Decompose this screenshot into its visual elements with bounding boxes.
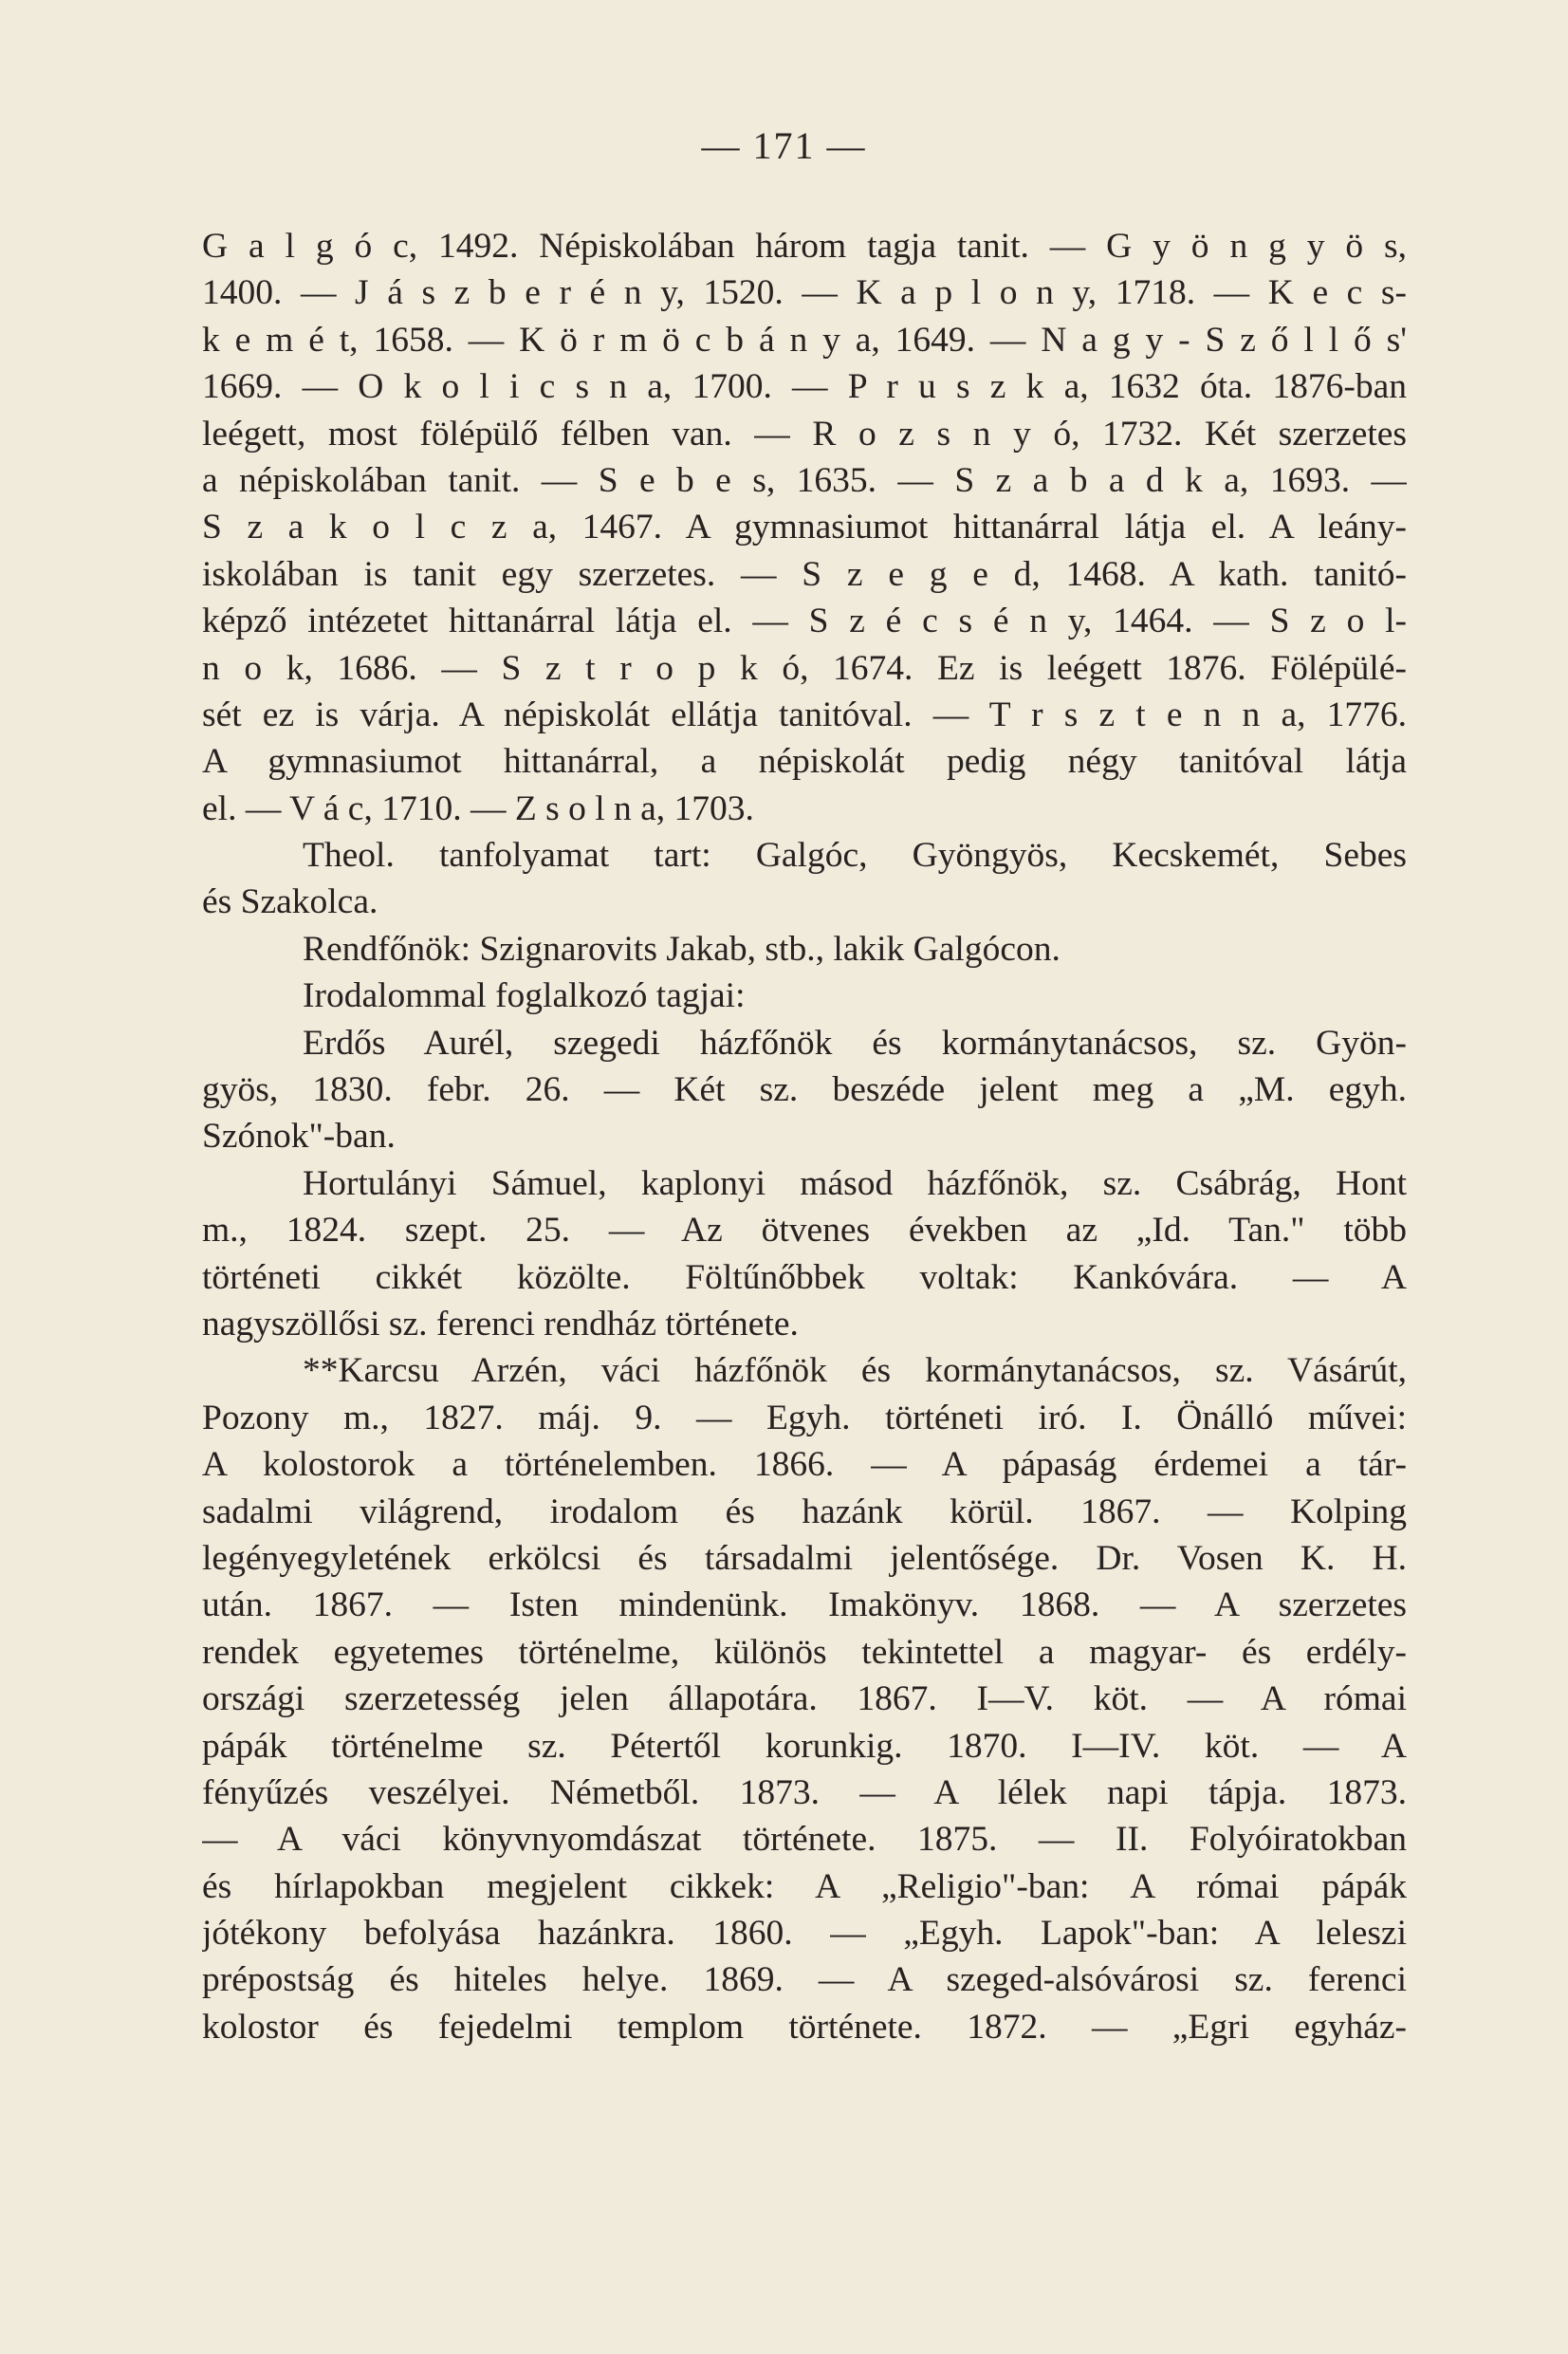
text-line: Pozony m., 1827. máj. 9. — Egyh. történeti iró. I. Önálló művei:	[202, 1398, 1407, 1437]
text-line: fényűzés veszélyei. Németből. 1873. — A lélek napi tápja. 1873.	[202, 1772, 1407, 1812]
text-line: el. — V á c, 1710. — Z s o l n a, 1703.	[202, 788, 754, 828]
text-line: pápák történelme sz. Pétertől korunkig. 1870. I—IV. köt. — A	[202, 1726, 1407, 1766]
text-line: után. 1867. — Isten mindenünk. Imakönyv. 1868. — A szerzetes	[202, 1585, 1407, 1625]
text-line: G a l g ó c, 1492. Népiskolában három tagja tanit. — G y ö n g y ö s,	[202, 227, 1407, 266]
text-line: Hortulányi Sámuel, kaplonyi másod házfőnök, sz. Csábrág, Hont	[303, 1163, 1407, 1203]
text-line: kolostor és fejedelmi templom története. 1872. — „Egri egyház-	[202, 2007, 1407, 2047]
text-line: A gymnasiumot hittanárral, a népiskolát pedig négy tanitóval látja	[202, 742, 1407, 782]
text-line: n o k, 1686. — S z t r o p k ó, 1674. Ez is leégett 1876. Fölépülé-	[202, 648, 1407, 688]
text-line: — A váci könyvnyomdászat története. 1875. — II. Folyóiratokban	[202, 1820, 1407, 1860]
text-line: országi szerzetesség jelen állapotára. 1867. I—V. köt. — A római	[202, 1679, 1407, 1719]
body-text	[202, 223, 1407, 2050]
text-line: rendek egyetemes történelme, különös tekintettel a magyar- és erdély-	[202, 1632, 1407, 1672]
text-line: képző intézetet hittanárral látja el. — S z é c s é n y, 1464. — S z o l-	[202, 602, 1407, 641]
text-line: S z a k o l c z a, 1467. A gymnasiumot hittanárral látja el. A leány-	[202, 508, 1407, 547]
text-line: a népiskolában tanit. — S e b e s, 1635. — S z a b a d k a, 1693. —	[202, 460, 1407, 500]
text-line: sét ez is várja. A népiskolát ellátja tanitóval. — T r s z t e n n a, 1776.	[202, 695, 1407, 734]
text-line: és Szakolca.	[202, 882, 378, 922]
section-heading: Irodalommal foglalkozó tagjai:	[303, 976, 746, 1016]
text-line: 1400. — J á s z b e r é n y, 1520. — K a p l o n y, 1718. — K e c s-	[202, 273, 1407, 313]
text-line: Theol. tanfolyamat tart: Galgóc, Gyöngyös, Kecskemét, Sebes	[303, 836, 1407, 876]
page-number: — 171 —	[701, 124, 867, 167]
text-line: prépostság és hiteles helye. 1869. — A szeged-alsóvárosi sz. ferenci	[202, 1960, 1407, 2000]
text-line: 1669. — O k o l i c s n a, 1700. — P r u s z k a, 1632 óta. 1876-ban	[202, 367, 1407, 407]
text-line: A kolostorok a történelemben. 1866. — A pápaság érdemei a tár-	[202, 1445, 1407, 1485]
text-line: történeti cikkét közölte. Föltűnőbbek voltak: Kankóvára. — A	[202, 1257, 1407, 1297]
text-line: sadalmi világrend, irodalom és hazánk körül. 1867. — Kolping	[202, 1492, 1407, 1531]
text-line: iskolában is tanit egy szerzetes. — S z e g e d, 1468. A kath. tanitó-	[202, 554, 1407, 594]
text-line: Rendfőnök: Szignarovits Jakab, stb., lakik Galgócon.	[303, 929, 1061, 969]
text-line: Erdős Aurél, szegedi házfőnök és kormánytanácsos, sz. Gyön-	[303, 1023, 1407, 1063]
text-line: leégett, most fölépülő félben van. — R o z s n y ó, 1732. Két szerzetes	[202, 414, 1407, 454]
text-line: jótékony befolyása hazánkra. 1860. — „Egyh. Lapok"-ban: A leleszi	[202, 1914, 1407, 1954]
text-line: gyös, 1830. febr. 26. — Két sz. beszéde jelent meg a „M. egyh.	[202, 1070, 1407, 1110]
text-line: Szónok"-ban.	[202, 1117, 396, 1157]
text-line: m., 1824. szept. 25. — Az ötvenes években az „Id. Tan." több	[202, 1211, 1407, 1251]
text-line: nagyszöllősi sz. ferenci rendház története.	[202, 1304, 799, 1344]
text-line: legényegyletének erkölcsi és társadalmi jelentősége. Dr. Vosen K. H.	[202, 1538, 1407, 1578]
text-line: k e m é t, 1658. — K ö r m ö c b á n y a, 1649. — N a g y - S z ő l l ő s'	[202, 320, 1407, 360]
text-line: **Karcsu Arzén, váci házfőnök és kormánytanácsos, sz. Vásárút,	[303, 1351, 1407, 1391]
text-line: és hírlapokban megjelent cikkek: A „Religio"-ban: A római pápák	[202, 1866, 1407, 1906]
